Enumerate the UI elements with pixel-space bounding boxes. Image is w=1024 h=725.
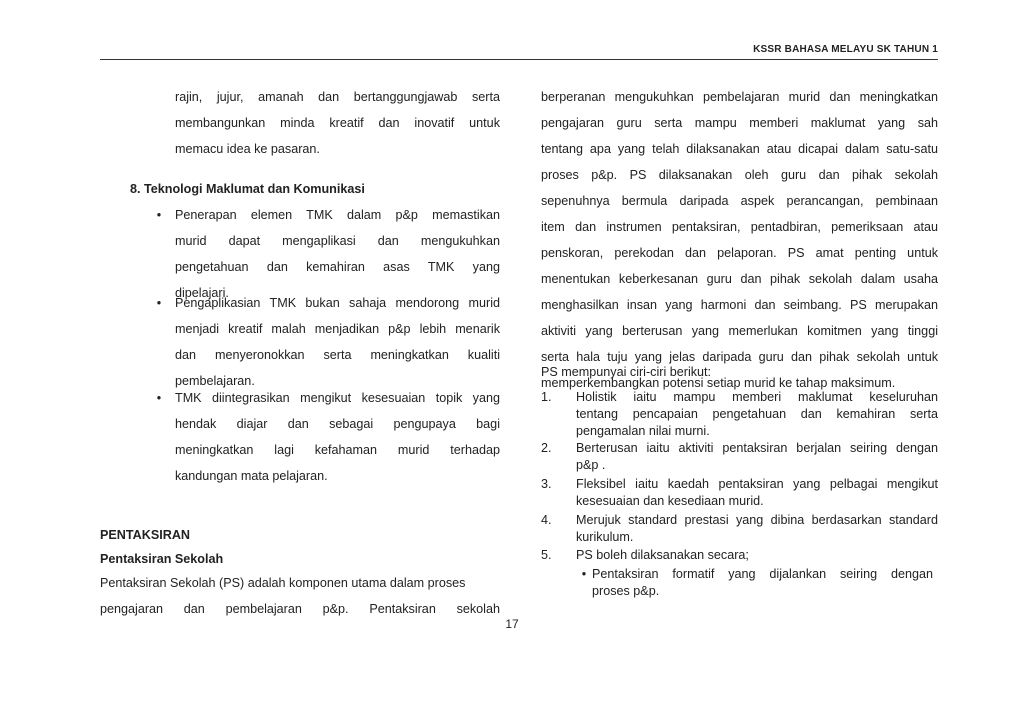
list-item-1 — [541, 389, 938, 440]
text-line: dan menyeronokkan serta meningkatkan kualiti — [175, 348, 500, 362]
header-rule — [100, 59, 938, 60]
text-line: sepenuhnya bermula daripada aspek perancangan, pembinaan — [541, 194, 938, 208]
page-number: 17 — [505, 617, 519, 631]
left-column — [175, 84, 500, 162]
text-line: menghasilkan insan yang harmoni dan seimbang. PS merupakan — [541, 298, 938, 312]
text-line: aktiviti yang berterusan yang memerlukan komitmen yang tinggi — [541, 324, 938, 338]
pentaksiran-heading: PENTAKSIRAN — [100, 528, 191, 542]
text-line: proses p&p. PS dilaksanakan oleh guru dan pihak sekolah — [541, 168, 938, 182]
text-line: rajin, jujur, amanah dan bertanggungjawab serta — [175, 90, 500, 104]
text-line: pengajaran dan pembelajaran p&p. Pentaksiran sekolah — [100, 602, 500, 616]
text-line: tentang pencapaian pengetahuan dan kemahiran serta — [576, 407, 938, 421]
bullet-icon: • — [156, 391, 162, 405]
text-line: Pentaksiran formatif yang dijalankan seiring dengan — [592, 567, 933, 581]
text-line: dipelajari. — [175, 286, 229, 300]
bullet-3 — [153, 385, 500, 489]
text-line: hendak diajar dan sebagai pengupaya bagi — [175, 417, 500, 431]
text-line: memacu idea ke pasaran. — [175, 142, 320, 156]
text-line: item dan instrumen pentaksiran, pentadbiran, pemeriksaan atau — [541, 220, 938, 234]
section-8-title: 8. Teknologi Maklumat dan Komunikasi — [130, 182, 365, 196]
text-line: p&p . — [576, 458, 606, 472]
list-item-3 — [541, 476, 938, 510]
text-line: penskoran, perekodan dan pelaporan. PS amat penting untuk — [541, 246, 938, 260]
bullet-icon: • — [156, 208, 162, 222]
text-line: PS boleh dilaksanakan secara; — [576, 548, 749, 562]
text-line: serta hala tuju yang jelas daripada guru dan pihak sekolah untuk — [541, 350, 938, 364]
text-line: berperanan mengukuhkan pembelajaran murid dan meningkatkan — [541, 90, 938, 104]
text-line: murid dapat mengaplikasi dan mengukuhkan — [175, 234, 500, 248]
text-line: Fleksibel iaitu kaedah pentaksiran yang pelbagai mengikut — [576, 477, 938, 491]
list-item-5 — [541, 547, 938, 564]
text-line: tentang apa yang telah dilaksanakan atau dicapai dalam satu-satu — [541, 142, 938, 156]
text-line: proses p&p. — [592, 584, 660, 598]
page-header: KSSR BAHASA MELAYU SK TAHUN 1 — [753, 44, 938, 55]
item-number: 2. — [541, 441, 552, 455]
text-line: menentukan keberkesanan guru dan pihak sekolah dalam usaha — [541, 272, 938, 286]
ciri-intro: PS mempunyai ciri-ciri berikut: — [541, 365, 712, 379]
item-number: 3. — [541, 477, 552, 491]
text-line: Berterusan iaitu aktiviti pentaksiran berjalan seiring dengan — [576, 441, 938, 455]
text-line: Holistik iaitu mampu memberi maklumat keseluruhan — [576, 390, 938, 404]
text-line: Merujuk standard prestasi yang dibina berdasarkan standard — [576, 513, 938, 527]
text-line: Penerapan elemen TMK dalam p&p memastikan — [175, 208, 500, 222]
text-line: kurikulum. — [576, 530, 634, 544]
text-line: menjadi kreatif malah menjadikan p&p lebih menarik — [175, 322, 500, 336]
bullet-icon: • — [156, 296, 162, 310]
text-line: kandungan mata pelajaran. — [175, 469, 328, 483]
text-line: pengajaran guru serta mampu memberi maklumat yang sah — [541, 116, 938, 130]
text-line: TMK diintegrasikan mengikut kesesuaian topik yang — [175, 391, 500, 405]
item-number: 4. — [541, 513, 552, 527]
text-line: Pengaplikasian TMK bukan sahaja mendorong murid — [175, 296, 500, 310]
text-line: membangunkan minda kreatif dan inovatif untuk — [175, 116, 500, 130]
list-item-4 — [541, 512, 938, 546]
item-number: 1. — [541, 390, 552, 404]
pentaksiran-sekolah-heading: Pentaksiran Sekolah — [100, 552, 224, 566]
text-line: meningkatkan lagi kefahaman murid terhadap — [175, 443, 500, 457]
text-line: pengetahuan dan kemahiran asas TMK yang — [175, 260, 500, 274]
ps-paragraph — [100, 570, 500, 622]
item-number: 5. — [541, 548, 552, 562]
list-item-2 — [541, 440, 938, 474]
sub-bullet — [578, 566, 933, 600]
text-line: memperkembangkan potensi setiap murid ke tahap maksimum. — [541, 376, 896, 390]
text-line: Pentaksiran Sekolah (PS) adalah komponen utama dalam proses — [100, 576, 466, 590]
text-line: pembelajaran. — [175, 374, 255, 388]
bullet-2 — [153, 290, 500, 394]
text-line: pengamalan nilai murni. — [576, 424, 710, 438]
text-line: kesesuaian dan kesediaan murid. — [576, 494, 764, 508]
bullet-icon: • — [581, 567, 587, 581]
right-paragraph — [541, 84, 938, 396]
